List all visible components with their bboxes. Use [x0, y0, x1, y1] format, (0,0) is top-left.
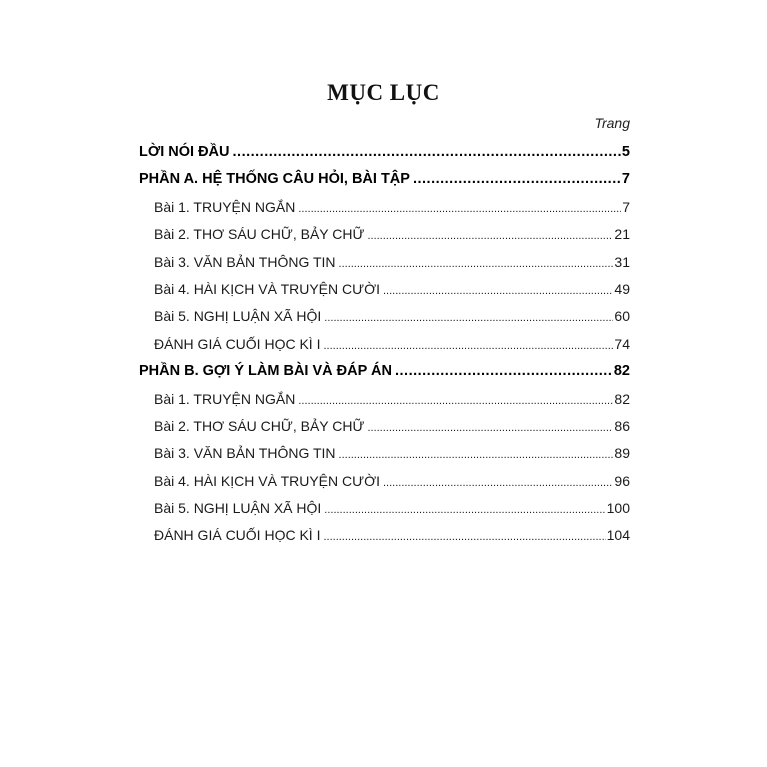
toc-leader-dots — [383, 278, 613, 305]
toc-leader-dots — [324, 305, 613, 332]
toc-entry-page: 74 — [614, 335, 630, 352]
toc-entry-b-lesson-5[interactable] — [139, 495, 630, 522]
toc-entry-page: 89 — [614, 445, 630, 462]
toc-leader-dots — [413, 166, 621, 193]
toc-leader-dots — [339, 442, 614, 469]
toc-entry-a-lesson-2[interactable] — [139, 221, 630, 248]
toc-leader-dots — [367, 415, 613, 442]
toc-entry-part-a[interactable] — [139, 166, 630, 193]
toc-leader-dots — [323, 524, 605, 551]
toc-leader-dots — [323, 333, 613, 360]
toc-entry-label: Bài 5. NGHỊ LUẬN XÃ HỘI — [154, 308, 322, 325]
toc-leader-dots — [324, 497, 605, 524]
toc-leader-dots — [233, 139, 621, 166]
toc-entry-label: ĐÁNH GIÁ CUỐI HỌC KÌ I — [154, 527, 321, 544]
toc-entry-a-lesson-1[interactable] — [139, 194, 630, 221]
toc-entry-label: Bài 3. VĂN BẢN THÔNG TIN — [154, 253, 336, 270]
toc-entry-page: 60 — [614, 308, 630, 325]
toc-leader-dots — [298, 388, 613, 415]
toc-entry-label: Bài 4. HÀI KỊCH VÀ TRUYỆN CƯỜI — [154, 472, 380, 489]
toc-entry-page: 100 — [606, 500, 630, 517]
toc-entry-a-lesson-3[interactable] — [139, 249, 630, 276]
table-of-contents — [139, 139, 630, 550]
toc-entry-page: 5 — [621, 144, 630, 160]
toc-entry-page: 96 — [614, 472, 630, 489]
toc-entry-page: 7 — [622, 198, 630, 215]
toc-entry-a-final-assessment[interactable] — [139, 331, 630, 358]
toc-entry-label: Bài 1. TRUYỆN NGẮN — [154, 390, 296, 407]
toc-entry-b-lesson-1[interactable] — [139, 386, 630, 413]
toc-entry-b-lesson-3[interactable] — [139, 440, 630, 467]
toc-entry-page: 7 — [621, 171, 630, 188]
page-column-label: Trang — [594, 115, 630, 131]
toc-leader-dots — [339, 251, 614, 278]
toc-entry-a-lesson-5[interactable] — [139, 303, 630, 330]
toc-entry-b-final-assessment[interactable] — [139, 522, 630, 549]
toc-entry-label: Bài 4. HÀI KỊCH VÀ TRUYỆN CƯỜI — [154, 280, 380, 297]
toc-leader-dots — [367, 223, 613, 250]
toc-entry-page: 86 — [614, 417, 630, 434]
toc-entry-page: 82 — [613, 363, 630, 380]
toc-entry-page: 21 — [614, 226, 630, 243]
toc-entry-part-b[interactable] — [139, 358, 630, 385]
toc-entry-b-lesson-2[interactable] — [139, 413, 630, 440]
toc-entry-label: Bài 2. THƠ SÁU CHỮ, BẢY CHỮ — [154, 226, 365, 243]
toc-entry-label: PHẦN A. HỆ THỐNG CÂU HỎI, BÀI TẬP — [139, 171, 410, 188]
toc-entry-label: ĐÁNH GIÁ CUỐI HỌC KÌ I — [154, 335, 321, 352]
toc-entry-label: Bài 5. NGHỊ LUẬN XÃ HỘI — [154, 500, 322, 517]
toc-entry-label: Bài 2. THƠ SÁU CHỮ, BẢY CHỮ — [154, 417, 365, 434]
toc-entry-label: Bài 3. VĂN BẢN THÔNG TIN — [154, 445, 336, 462]
toc-entry-label: LỜI NÓI ĐẦU — [139, 144, 230, 160]
toc-entry-page: 104 — [606, 527, 630, 544]
toc-leader-dots — [298, 196, 621, 223]
toc-entry-page: 49 — [614, 280, 630, 297]
page-title: MỤC LỤC — [327, 80, 440, 105]
toc-entry-foreword[interactable] — [139, 139, 630, 166]
toc-entry-label: PHẦN B. GỢI Ý LÀM BÀI VÀ ĐÁP ÁN — [139, 363, 392, 380]
toc-entry-page: 31 — [614, 253, 630, 270]
toc-entry-a-lesson-4[interactable] — [139, 276, 630, 303]
toc-entry-label: Bài 1. TRUYỆN NGẮN — [154, 198, 296, 215]
toc-entry-page: 82 — [614, 390, 630, 407]
toc-leader-dots — [395, 358, 613, 385]
toc-entry-b-lesson-4[interactable] — [139, 468, 630, 495]
toc-leader-dots — [383, 470, 613, 497]
